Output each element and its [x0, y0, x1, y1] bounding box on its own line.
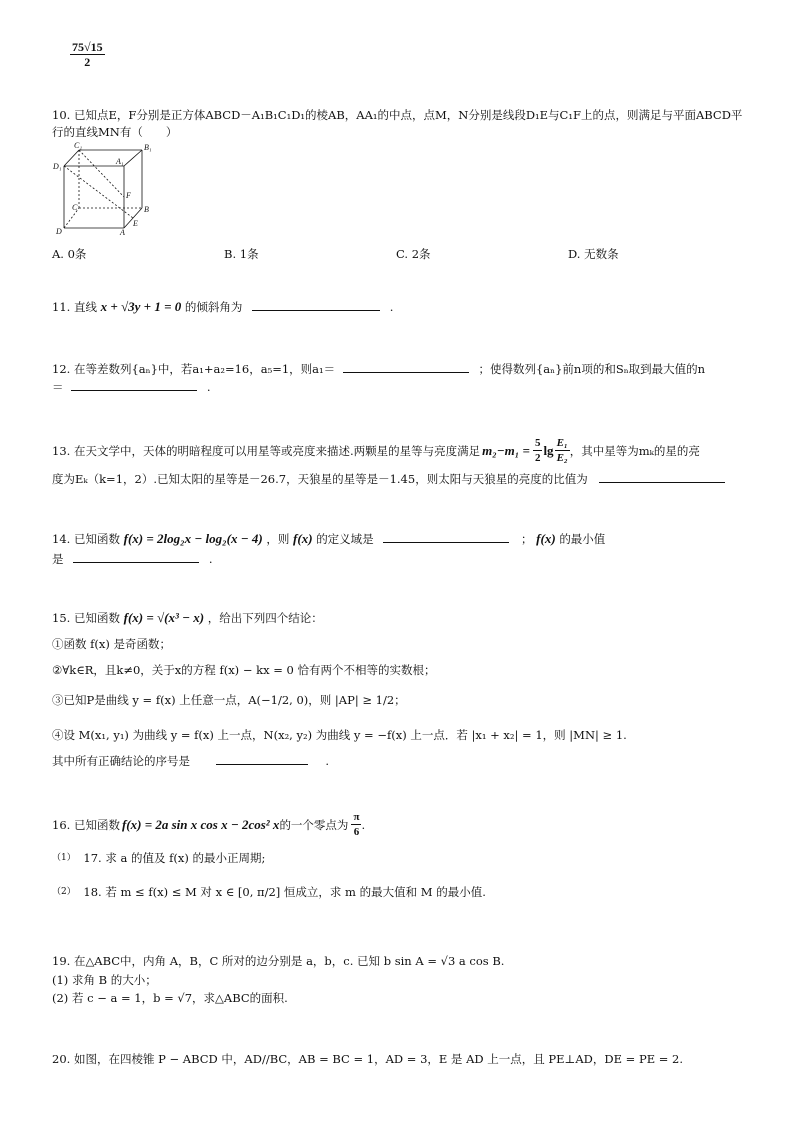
q15-expression: f(x) = √(x³ − x)	[123, 610, 205, 625]
q13-ratio-den: E₂	[556, 452, 568, 464]
previous-answer	[70, 40, 105, 69]
q13-answer-blank[interactable]	[599, 470, 725, 483]
label-e: E	[133, 219, 138, 228]
question-15-line-1	[52, 610, 323, 626]
q16-p2-text: 18. 若 m ≤ f(x) ≤ M 对 x ∈ [0, π/2] 恒成立，求 m 的最大值和 M 的最小值.	[83, 885, 486, 899]
q14-answer-blank-1[interactable]	[383, 530, 509, 543]
q16-prefix: 16. 已知函数	[52, 817, 120, 832]
answer-numerator: 75√15	[72, 40, 103, 54]
cube-figure	[52, 142, 156, 236]
label-a: A	[120, 228, 125, 236]
q14-line2-prefix: 是	[52, 552, 64, 566]
q11-end: .	[389, 300, 394, 314]
q12-answer-blank-2[interactable]	[71, 378, 197, 391]
label-b: B	[144, 205, 149, 214]
q13-coef-den: 2	[534, 452, 541, 464]
q16-p2-label: （2）	[52, 887, 76, 897]
q14-expression: f(x) = 2log₂x − log₂(x − 4)	[123, 531, 263, 546]
q14-sep: ；	[521, 532, 533, 546]
q13-suffix: ，其中星等为mₖ的星的亮	[569, 443, 700, 458]
option-c[interactable]: C. 2条	[396, 247, 431, 261]
q16-part-1	[52, 850, 265, 866]
option-b[interactable]: B. 1条	[224, 247, 259, 261]
q16-suffix: 的一个零点为	[279, 817, 349, 832]
q13-coef-num: 5	[534, 437, 541, 449]
q11-answer-blank[interactable]	[252, 298, 380, 311]
q14-mid: ，则	[266, 532, 290, 546]
question-11	[52, 298, 393, 315]
q11-prefix: 11. 直线	[52, 300, 97, 314]
label-b1: B₁	[144, 143, 152, 152]
question-12-line-1	[52, 360, 705, 377]
q13-prefix: 13. 在天文学中，天体的明暗程度可以用星等或亮度来描述.两颗星的星等与亮度满足	[52, 443, 481, 458]
label-f: F	[126, 191, 131, 200]
q16-zero-num: π	[353, 811, 360, 823]
option-d[interactable]: D. 无数条	[568, 247, 619, 261]
q15-final: 其中所有正确结论的序号是	[52, 754, 190, 768]
q14-min-text: 的最小值	[559, 532, 606, 546]
q12-middle: ；使得数列{aₙ}前n项的和Sₙ取到最大值的n	[478, 362, 706, 376]
label-d: D	[56, 227, 62, 236]
q15-final-line	[52, 752, 329, 769]
question-14-line-1	[52, 530, 605, 547]
q11-suffix: 的倾斜角为	[184, 300, 243, 314]
q15-suffix: ，给出下列四个结论：	[207, 611, 323, 625]
q19-part-1: (1) 求角 B 的大小；	[52, 973, 157, 987]
q13-ratio-num: E₁	[556, 437, 568, 449]
question-12-line-2	[52, 378, 210, 395]
q15-conclusion-2: ②∀k∈R，且k≠0，关于x的方程 f(x) − kx = 0 恰有两个不相等的实数根；	[52, 663, 436, 677]
label-c1: C₁	[74, 142, 83, 150]
q13-formula-left: m₂−m₁ =	[482, 442, 530, 458]
q16-part-2	[52, 884, 486, 900]
q16-zero	[351, 810, 361, 839]
label-d1: D₁	[53, 162, 62, 171]
q16-expression: f(x) = 2a sin x cos x − 2cos² x	[121, 816, 280, 832]
q16-p1-text: 17. 求 a 的值及 f(x) 的最小正周期;	[83, 851, 266, 865]
q16-end: .	[361, 817, 366, 832]
q12-end: .	[206, 380, 211, 394]
q19-part-2: (2) 若 c − a = 1，b = √7，求△ABC的面积.	[52, 991, 288, 1005]
q15-conclusion-3: ③已知P是曲线 y = f(x) 上任意一点，A(−1/2, 0)，则 |AP| ≥ 1/2；	[52, 693, 406, 707]
q15-prefix: 15. 已知函数	[52, 611, 120, 625]
question-13-line-2	[52, 470, 725, 487]
q15-conclusion-1: ①函数 f(x) 是奇函数；	[52, 637, 172, 651]
q16-p1-label: （1）	[52, 853, 76, 863]
question-19-line-1: 19. 在△ABC中，内角 A，B，C 所对的边分别是 a，b，c. 已知 b sin A = √3 a cos B.	[52, 954, 505, 968]
answer-denominator: 2	[84, 55, 91, 69]
q12-prefix: 12. 在等差数列{aₙ}中，若a₁+a₂=16，a₅=1，则a₁＝	[52, 362, 336, 376]
q14-fx-1: f(x)	[293, 531, 313, 546]
question-14-line-2	[52, 550, 212, 567]
q14-fx-2: f(x)	[536, 531, 556, 546]
q15-conclusion-4: ④设 M(x₁, y₁) 为曲线 y = f(x) 上一点，N(x₂, y₂) 为曲线 y = −f(x) 上一点．若 |x₁ + x₂| = 1，则 |MN| ≥ 1.	[52, 728, 627, 742]
question-16-line-1	[52, 810, 365, 839]
label-c: C	[72, 203, 78, 212]
q14-domain-text: 的定义域是	[316, 532, 374, 546]
q13-coefficient	[533, 436, 543, 465]
q11-expression: x + √3y + 1 = 0	[100, 299, 182, 314]
question-20-line-1: 20. 如图，在四棱锥 P − ABCD 中，AD//BC，AB = BC = 1，AD = 3，E 是 AD 上一点，且 PE⊥AD，DE = PE = 2.	[52, 1052, 684, 1066]
question-10-line-1: 10. 已知点E，F分别是正方体ABCD－A₁B₁C₁D₁的棱AB，AA₁的中点，点M，N分别是线段D₁E与C₁F上的点，则满足与平面ABCD平	[52, 108, 743, 122]
q16-zero-den: 6	[353, 826, 360, 838]
q13-energy-ratio	[555, 436, 570, 465]
question-13-line-1	[52, 436, 700, 465]
q15-answer-blank[interactable]	[216, 752, 308, 765]
q12-line2-prefix: ＝	[52, 380, 64, 394]
question-10-line-2: 行的直线MN有（ ）	[52, 125, 178, 139]
q14-end: .	[208, 552, 213, 566]
option-a[interactable]: A. 0条	[52, 247, 87, 261]
q13-lg: lg	[543, 442, 554, 458]
label-a1: A₁	[116, 157, 124, 166]
q15-end: .	[325, 754, 329, 768]
q12-answer-blank-1[interactable]	[343, 360, 469, 373]
q14-prefix: 14. 已知函数	[52, 532, 120, 546]
q13-line2: 度为Eₖ（k=1，2）.已知太阳的星等是－26.7，天狼星的星等是－1.45，则太阳与天狼星的亮度的比值为	[52, 472, 588, 486]
q14-answer-blank-2[interactable]	[73, 550, 199, 563]
